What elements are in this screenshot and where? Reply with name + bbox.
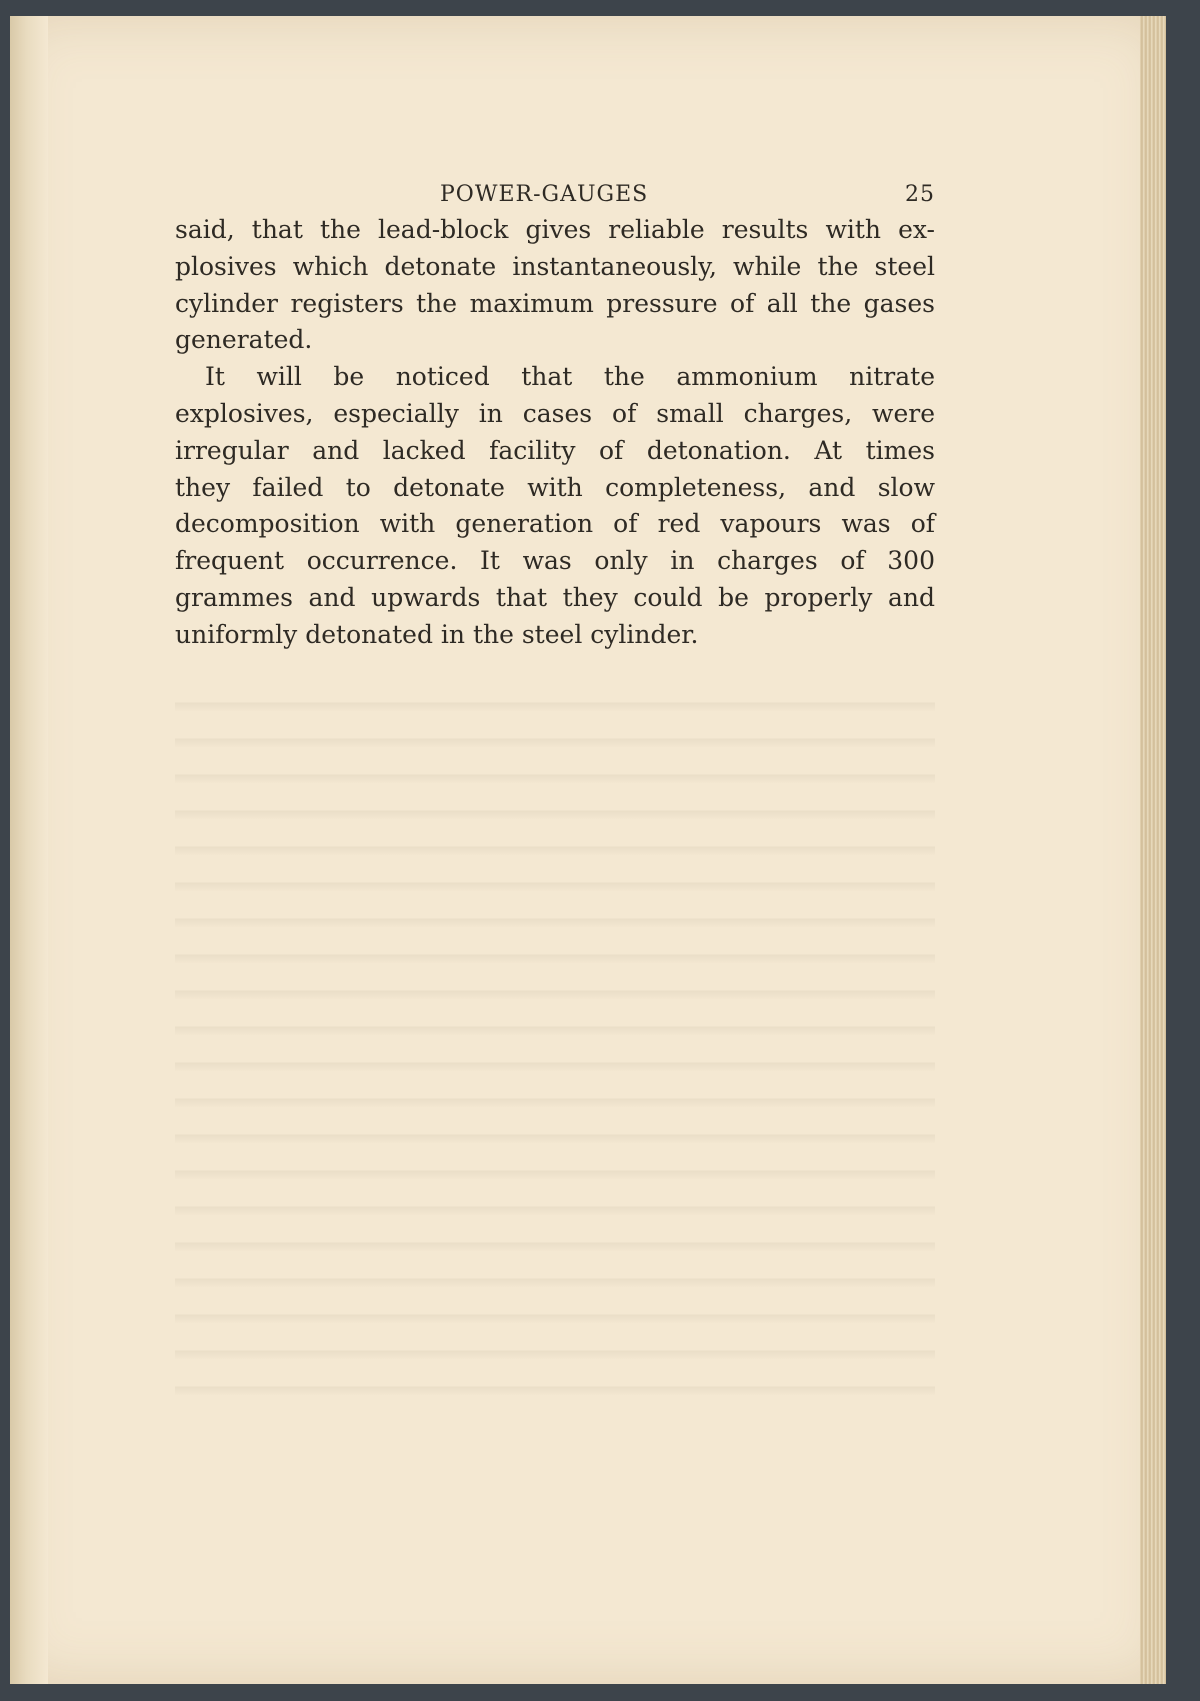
page-number: 25 [905, 182, 935, 207]
paragraph-2 [175, 359, 935, 653]
paragraph-line: said, that the lead-block gives reliable results with ex- [175, 215, 935, 244]
page-fore-edge [1140, 16, 1166, 1684]
text-block [175, 176, 935, 654]
running-head [175, 176, 935, 212]
paragraph-line: grammes and upwards that they could be properly and [175, 582, 935, 612]
show-through-text [175, 676, 935, 1396]
page-gutter [10, 16, 48, 1684]
paragraph-line: generated. [175, 325, 313, 355]
paragraph-line: It will be noticed that the ammonium nitrate [205, 362, 935, 392]
paragraph-line: explosives, especially in cases of small charges, were [175, 398, 935, 428]
paragraph-line: plosives which detonate instantaneously, while the steel [175, 251, 935, 281]
paragraph-1 [175, 212, 935, 359]
running-head-title: POWER-GAUGES [440, 182, 649, 207]
paragraph-line: frequent occurrence. It was only in charges of 300 [175, 546, 935, 576]
book-page [10, 16, 1166, 1684]
paragraph-line: uniformly detonated in the steel cylinder. [175, 619, 699, 649]
paragraph-line: cylinder registers the maximum pressure of all the gases [175, 288, 935, 318]
paragraph-line: they failed to detonate with completeness, and slow [175, 472, 935, 502]
paragraph-line: irregular and lacked facility of detonation. At times [175, 435, 935, 465]
paragraph-line: decomposition with generation of red vapours was of [175, 509, 935, 539]
